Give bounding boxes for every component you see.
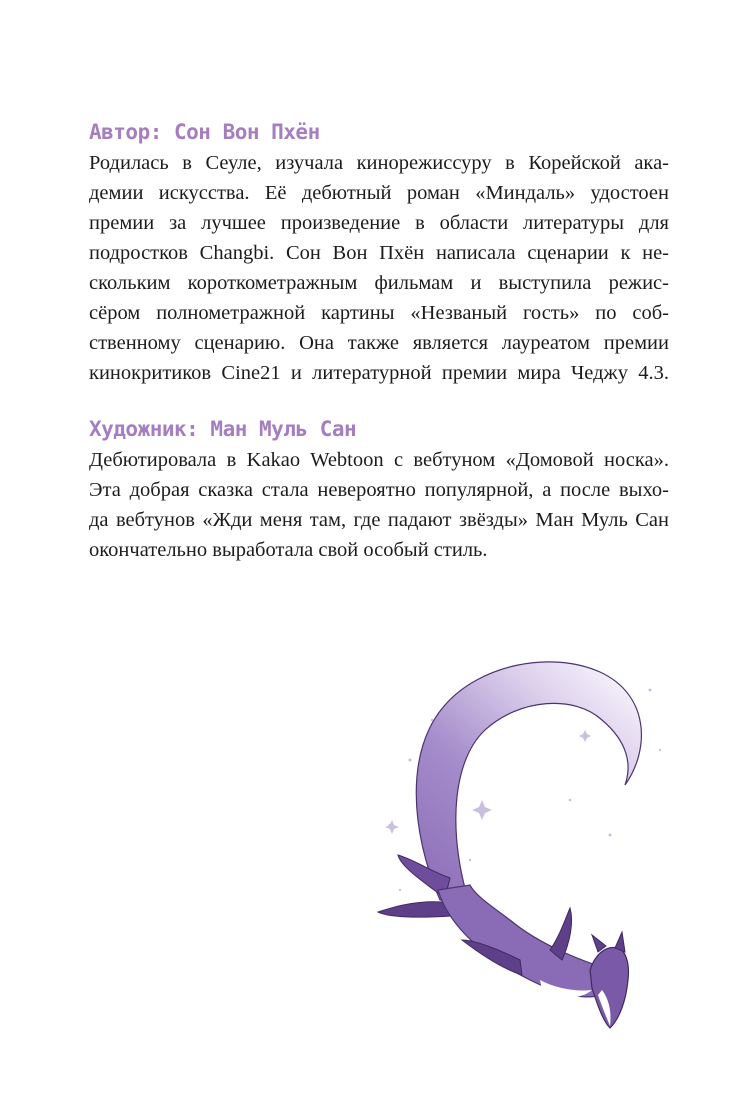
- author-bio-line: ственному сценарию. Она также является лауреатом премии: [89, 332, 669, 354]
- author-section: [89, 116, 669, 388]
- author-heading: Автор: Сон Вон Пхён: [89, 120, 320, 144]
- artist-section: [89, 413, 669, 565]
- author-bio: [89, 148, 669, 388]
- artist-bio-line: окончательно выработала свой особый стиль.: [89, 539, 488, 561]
- author-bio-line: сёром полнометражной картины «Незваный гость» по соб-: [89, 302, 669, 324]
- artist-bio-line: Эта добрая сказка стала невероятно популярной, а после выхо-: [89, 479, 669, 501]
- author-bio-line: премии за лучшее произведение в области литературы для: [89, 212, 669, 234]
- artist-bio-line: Дебютировала в Kakao Webtoon с вебтуном «Домовой носка».: [89, 449, 669, 471]
- author-bio-line: скольким короткометражным фильмам и выступила режис-: [89, 272, 669, 294]
- author-bio-line: Родилась в Сеуле, изучала кинорежиссуру в Корейской ака-: [89, 152, 669, 174]
- author-bio-line: кинокритиков Cine21 и литературной премии мира Чеджу 4.3.: [89, 362, 669, 384]
- artist-bio: [89, 445, 669, 565]
- author-bio-line: подростков Changbi. Сон Вон Пхён написала сценарии к не-: [89, 242, 669, 264]
- author-bio-line: демии искусства. Её дебютный роман «Миндаль» удостоен: [89, 182, 669, 204]
- artist-bio-line: да вебтунов «Жди меня там, где падают звёзды» Ман Муль Сан: [89, 509, 669, 531]
- artist-heading: Художник: Ман Муль Сан: [89, 417, 357, 441]
- purple-fox-icon: [370, 650, 670, 1090]
- fox-tail: [416, 662, 641, 905]
